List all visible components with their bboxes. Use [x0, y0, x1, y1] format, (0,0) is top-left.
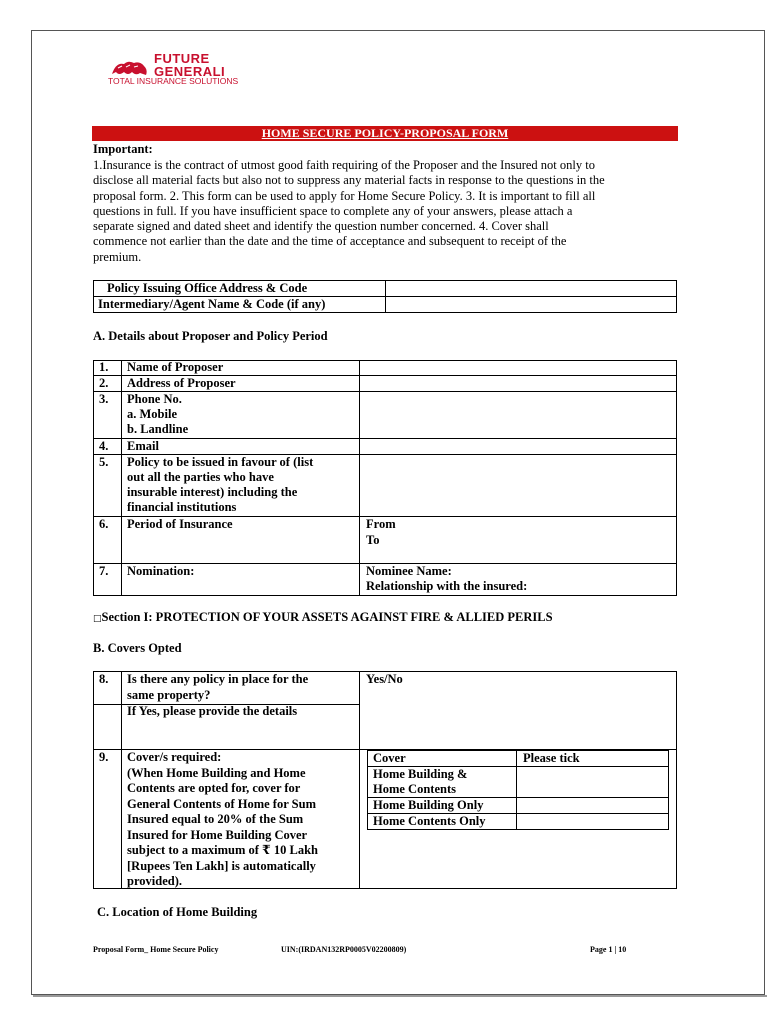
row-number: 9.: [99, 750, 109, 764]
nominee-name-label: Nominee Name:: [366, 564, 452, 578]
important-line: 1.Insurance is the contract of utmost good faith requiring of the Proposer and the Insured not only to: [93, 158, 595, 172]
important-line: separate signed and dated sheet and identify the question number concerned. 4. Cover shall: [93, 219, 549, 234]
important-line: questions in full. If you have insufficient space to complete any of your answers, please attach a: [93, 203, 573, 218]
covers-note-line: Contents are opted for, cover for: [127, 781, 301, 795]
row-number: 4.: [99, 439, 109, 453]
row-number: 7.: [99, 564, 109, 578]
proposer-address-label: Address of Proposer: [127, 376, 236, 390]
section-b-heading: B. Covers Opted: [93, 641, 182, 655]
phone-label: Phone No.: [127, 392, 182, 406]
covers-required-label: Cover/s required:: [127, 750, 222, 764]
row-number: 3.: [99, 392, 109, 406]
covers-note-line: Insured for Home Building Cover: [127, 828, 308, 842]
row-number: 1.: [99, 360, 109, 374]
policy-favour-label-line: insurable interest) including the: [127, 485, 298, 499]
cover-option-label: Home Building Only: [373, 798, 484, 812]
policy-favour-field[interactable]: [360, 455, 676, 516]
period-label: Period of Insurance: [127, 517, 233, 531]
cover-column-header: Cover: [373, 751, 406, 765]
tick-home-contents-only[interactable]: [517, 814, 668, 829]
nomination-label: Nomination:: [127, 564, 195, 578]
existing-policy-details-field[interactable]: [360, 705, 676, 749]
covers-note-line: (When Home Building and Home: [127, 766, 306, 780]
cover-option-label: Home Contents: [373, 782, 456, 796]
brand-name: [154, 52, 225, 78]
section-1-title: Section I: PROTECTION OF YOUR ASSETS AGAINST FIRE & ALLIED PERILS: [101, 610, 553, 624]
phone-field[interactable]: [360, 392, 676, 438]
existing-policy-question-line: same property?: [127, 688, 211, 702]
important-line: commence not earlier than the date and the time of acceptance and subsequent to receipt of the: [93, 234, 567, 249]
footer-uin: UIN:(IRDAN132RP0005V02200809): [281, 945, 407, 954]
period-to-label: To: [366, 533, 380, 547]
section-1-heading: [93, 610, 553, 627]
section-checkbox[interactable]: □: [93, 614, 102, 624]
existing-policy-question: Is there any policy in place for the: [127, 672, 309, 686]
row-number: 5.: [99, 455, 109, 469]
proposer-name-label: Name of Proposer: [127, 360, 224, 374]
footer-form-name: Proposal Form_ Home Secure Policy: [93, 945, 219, 954]
tick-column-header: Please tick: [523, 751, 580, 765]
proposer-address-field[interactable]: [360, 376, 676, 391]
section-c-heading: C. Location of Home Building: [97, 905, 258, 919]
agent-name-field[interactable]: [386, 297, 675, 312]
policy-favour-label-line: out all the parties who have: [127, 470, 274, 484]
important-line: premium.: [93, 249, 142, 264]
policy-favour-label: Policy to be issued in favour of (list: [127, 455, 314, 469]
policy-favour-label-line: financial institutions: [127, 500, 237, 514]
footer-page-number: Page 1 | 10: [590, 945, 627, 954]
covers-note-line: Insured equal to 20% of the Sum: [127, 812, 304, 826]
cover-option-label: Home Building &: [373, 767, 468, 781]
page-shadow: [33, 995, 767, 997]
email-label: Email: [127, 439, 159, 453]
cover-option-label: Home Contents Only: [373, 814, 486, 828]
brand-line-2: GENERALI: [154, 64, 226, 79]
nominee-relationship-label: Relationship with the insured:: [366, 579, 528, 593]
brand-line-1: FUTURE: [154, 51, 210, 66]
covers-note-line: General Contents of Home for Sum: [127, 797, 316, 811]
office-address-field[interactable]: [386, 281, 675, 296]
section-a-heading: A. Details about Proposer and Policy Period: [93, 329, 328, 343]
email-field[interactable]: [360, 439, 676, 454]
row-number: 2.: [99, 376, 109, 390]
form-title: HOME SECURE POLICY-PROPOSAL FORM: [261, 126, 509, 140]
important-line: disclose all material facts but also not to suppress any material facts in response to the questions in the: [93, 173, 605, 188]
agent-name-label: Intermediary/Agent Name & Code (if any): [98, 297, 326, 311]
covers-note-line: subject to a maximum of ₹ 10 Lakh: [127, 843, 318, 857]
row-number: 6.: [99, 517, 109, 531]
tick-home-building-only[interactable]: [517, 798, 668, 813]
tick-home-building-contents[interactable]: [517, 767, 668, 797]
existing-policy-details-label: If Yes, please provide the details: [127, 704, 298, 718]
covers-note-line: [Rupees Ten Lakh] is automatically: [127, 859, 316, 873]
brand-tagline: TOTAL INSURANCE SOLUTIONS: [108, 76, 239, 86]
proposer-name-field[interactable]: [360, 361, 676, 375]
important-line: proposal form. 2. This form can be used to apply for Home Secure Policy. 3. It is important to fill all: [93, 188, 596, 203]
lion-emblem-icon: [110, 58, 150, 78]
mobile-label: a. Mobile: [127, 407, 177, 421]
important-heading: Important:: [93, 142, 153, 156]
period-from-label: From: [366, 517, 396, 531]
important-body: [93, 158, 693, 265]
row-number: 8.: [99, 672, 109, 686]
office-address-label: Policy Issuing Office Address & Code: [107, 281, 308, 295]
yes-no-answer[interactable]: Yes/No: [366, 672, 403, 686]
landline-label: b. Landline: [127, 422, 189, 436]
covers-note-line: provided).: [127, 874, 182, 888]
